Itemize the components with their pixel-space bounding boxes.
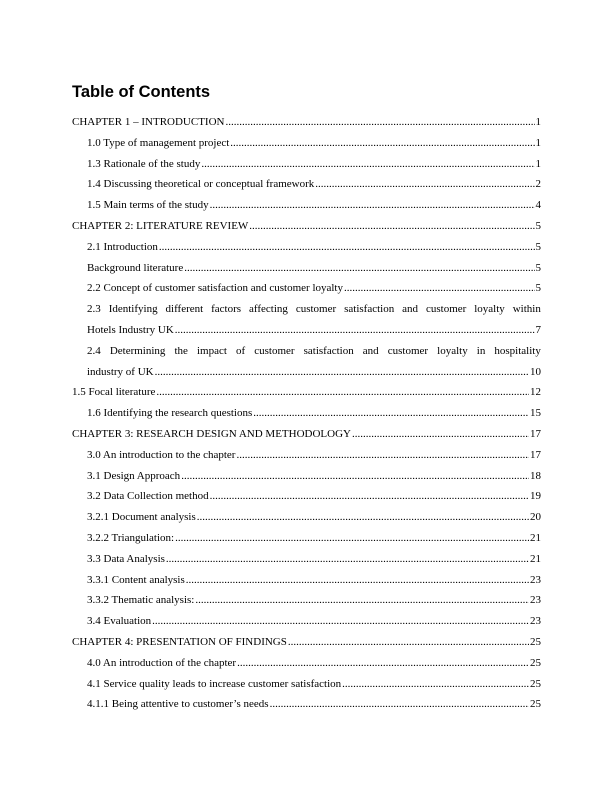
toc-entry-label: 4.1.1 Being attentive to customer’s needs: [87, 698, 269, 711]
toc-entry[interactable]: [87, 158, 541, 179]
toc-entry[interactable]: [87, 553, 541, 574]
dot-leader: [181, 470, 529, 483]
toc-entry-page: 23: [530, 615, 541, 628]
toc-entry[interactable]: [87, 262, 541, 283]
dot-leader: [344, 282, 535, 295]
dot-leader: [253, 407, 529, 420]
toc-entry-page: 21: [530, 552, 541, 565]
toc-entry-page: 23: [530, 594, 541, 607]
toc-entry-page: 10: [530, 365, 541, 378]
toc-entry[interactable]: [87, 282, 541, 303]
toc-entry-label: industry of UK: [87, 365, 154, 378]
toc-entry[interactable]: [87, 490, 541, 511]
toc-entry[interactable]: [72, 636, 541, 657]
toc-entry-page: 5: [535, 261, 541, 274]
toc-entry-label-line1: 2.3 Identifying different factors affecting customer satisfaction and customer loyalty within: [87, 303, 541, 316]
toc-entry-page: 5: [535, 282, 541, 295]
toc-entry-page: 1: [535, 157, 541, 170]
dot-leader: [225, 116, 534, 129]
toc-entry-label: 3.2.2 Triangulation:: [87, 531, 175, 544]
dot-leader: [175, 324, 535, 337]
dot-leader: [152, 615, 529, 628]
toc-entry-label: 3.3.1 Content analysis: [87, 573, 185, 586]
toc-entry-page: 20: [530, 511, 541, 524]
toc-entry[interactable]: [72, 428, 541, 449]
dot-leader: [197, 511, 529, 524]
dot-leader: [184, 262, 534, 275]
toc-entry-page: 17: [530, 427, 541, 440]
toc-entry-page: 5: [535, 219, 541, 232]
toc-list: [72, 116, 541, 719]
dot-leader: [166, 553, 529, 566]
toc-entry-page: 25: [530, 698, 541, 711]
toc-entry-label: 3.3 Data Analysis: [87, 552, 165, 565]
toc-entry[interactable]: [87, 574, 541, 595]
toc-entry-label: CHAPTER 1 – INTRODUCTION: [72, 116, 225, 128]
dot-leader: [155, 366, 529, 379]
toc-entry[interactable]: [72, 220, 541, 241]
toc-entry-label: 3.2.1 Document analysis: [87, 511, 196, 524]
toc-entry[interactable]: [87, 407, 541, 428]
toc-entry-label: 1.0 Type of management project: [87, 136, 230, 149]
toc-entry-label: 1.5 Main terms of the study: [87, 199, 209, 212]
toc-entry-page: 1: [535, 116, 541, 128]
toc-entry-page: 23: [530, 573, 541, 586]
dot-leader: [159, 241, 535, 254]
toc-entry[interactable]: [87, 678, 541, 699]
toc-entry-label: 3.3.2 Thematic analysis:: [87, 594, 195, 607]
toc-entry-page: 25: [530, 677, 541, 690]
dot-leader: [342, 678, 529, 691]
dot-leader: [201, 158, 534, 171]
toc-entry[interactable]: [87, 511, 541, 532]
toc-entry-label: 3.0 An introduction to the chapter: [87, 448, 236, 461]
page-title: Table of Contents: [72, 83, 211, 101]
toc-entry-label: CHAPTER 3: RESEARCH DESIGN AND METHODOLOGY: [72, 427, 351, 440]
toc-entry[interactable]: [87, 594, 541, 615]
toc-entry-page: 7: [535, 323, 541, 336]
toc-entry[interactable]: [87, 470, 541, 491]
toc-entry-page: 19: [530, 490, 541, 503]
toc-entry[interactable]: [87, 449, 541, 470]
dot-leader: [210, 199, 535, 212]
toc-entry[interactable]: [87, 178, 541, 199]
toc-entry-label: 2.2 Concept of customer satisfaction and customer loyalty: [87, 282, 343, 295]
toc-entry-page: 12: [530, 386, 541, 399]
dot-leader: [156, 386, 529, 399]
dot-leader: [249, 220, 534, 233]
toc-entry[interactable]: [87, 137, 541, 158]
dot-leader: [315, 178, 534, 191]
toc-entry-page: 25: [530, 656, 541, 669]
toc-entry-label: 1.6 Identifying the research questions: [87, 407, 253, 420]
toc-entry[interactable]: [87, 698, 541, 719]
toc-entry-page: 25: [530, 635, 541, 648]
toc-entry-label: 3.2 Data Collection method: [87, 490, 209, 503]
toc-entry-label: 1.4 Discussing theoretical or conceptual framework: [87, 178, 315, 191]
dot-leader: [270, 698, 529, 711]
toc-entry[interactable]: [87, 532, 541, 553]
toc-entry-label: CHAPTER 4: PRESENTATION OF FINDINGS: [72, 635, 287, 648]
toc-entry-label: CHAPTER 2: LITERATURE REVIEW: [72, 219, 249, 232]
dot-leader: [230, 137, 534, 150]
toc-entry-page: 2: [535, 178, 541, 191]
dot-leader: [175, 532, 529, 545]
toc-entry-page: 4: [535, 199, 541, 212]
toc-entry-label-line1: 2.4 Determining the impact of customer satisfaction and customer loyalty in hospitality: [87, 344, 541, 357]
toc-entry-page: 21: [530, 531, 541, 544]
dot-leader: [195, 594, 529, 607]
toc-entry-page: 1: [535, 136, 541, 149]
toc-entry-label: 3.4 Evaluation: [87, 615, 152, 628]
toc-entry[interactable]: [72, 386, 541, 407]
dot-leader: [186, 574, 529, 587]
toc-entry-label: Hotels Industry UK: [87, 323, 174, 336]
toc-entry-label: 1.3 Rationale of the study: [87, 157, 201, 170]
toc-entry[interactable]: [87, 657, 541, 678]
dot-leader: [237, 657, 529, 670]
dot-leader: [236, 449, 529, 462]
toc-entry[interactable]: [87, 615, 541, 636]
toc-entry-label: 4.1 Service quality leads to increase customer satisfaction: [87, 677, 342, 690]
toc-entry-label: 3.1 Design Approach: [87, 469, 181, 482]
toc-entry[interactable]: [72, 116, 541, 137]
toc-entry-label: 1.5 Focal literature: [72, 386, 156, 399]
toc-entry-label: 4.0 An introduction of the chapter: [87, 656, 237, 669]
dot-leader: [210, 490, 529, 503]
toc-entry-label: 2.1 Introduction: [87, 240, 158, 253]
toc-entry-page: 5: [535, 240, 541, 253]
toc-entry-page: 17: [530, 448, 541, 461]
toc-entry-label: Background literature: [87, 261, 184, 274]
dot-leader: [288, 636, 529, 649]
toc-entry[interactable]: [87, 303, 541, 345]
toc-entry[interactable]: [87, 199, 541, 220]
toc-entry-page: 15: [530, 407, 541, 420]
toc-entry[interactable]: [87, 241, 541, 262]
dot-leader: [352, 428, 529, 441]
toc-entry[interactable]: [87, 345, 541, 387]
toc-entry-page: 18: [530, 469, 541, 482]
